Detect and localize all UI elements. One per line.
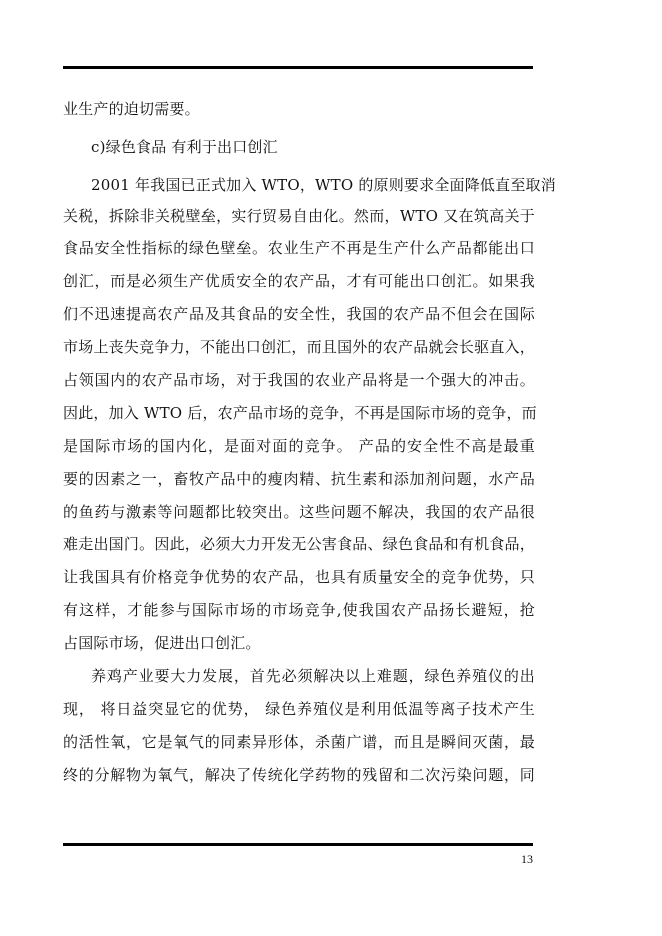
- text-line: 让我国具有价格竞争优势的农产品，也具有质量安全的竞争优势，只: [63, 568, 535, 586]
- text-line: 的鱼药与激素等问题都比较突出。这些问题不解决，我国的农产品很: [63, 503, 535, 521]
- text-line: 市场上丧失竞争力，不能出口创汇，而且国外的农产品就会长驱直入，: [63, 338, 535, 356]
- page-number: 13: [521, 852, 533, 866]
- text-line: 们不迅速提高农产品及其食品的安全性，我国的农产品不但会在国际: [63, 305, 535, 323]
- text-line: 2001 年我国已正式加入 WTO，WTO 的原则要求全面降低直至取消: [91, 176, 556, 194]
- text-line: 有这样，才能参与国际市场的市场竞争,使我国农产品扬长避短，抢: [63, 601, 535, 619]
- text-line: 难走出国门。因此，必须大力开发无公害食品、绿色食品和有机食品，: [63, 535, 535, 553]
- text-line: 食品安全性指标的绿色壁垒。农业生产不再是生产什么产品都能出口: [63, 239, 535, 257]
- header-rule: [63, 66, 533, 69]
- text-line: 现， 将日益突显它的优势， 绿色养殖仪是利用低温等离子技术产生: [63, 700, 535, 718]
- text-line: 终的分解物为氧气，解决了传统化学药物的残留和二次污染问题，同: [63, 766, 535, 784]
- text-line: 占领国内的农产品市场，对于我国的农业产品将是一个强大的冲击。: [63, 371, 535, 389]
- text-line: 要的因素之一，畜牧产品中的瘦肉精、抗生素和添加剂问题，水产品: [63, 470, 535, 488]
- text-line: 因此，加入 WTO 后，农产品市场的竞争，不再是国际市场的竞争，而: [63, 404, 537, 422]
- text-line: 的活性氧，它是氧气的同素异形体，杀菌广谱，而且是瞬间灭菌，最: [63, 733, 535, 751]
- footer-rule: [63, 843, 533, 846]
- text-line: 创汇，而是必须生产优质安全的农产品，才有可能出口创汇。如果我: [63, 272, 535, 290]
- text-line: 养鸡产业要大力发展，首先必须解决以上难题，绿色养殖仪的出: [91, 667, 535, 685]
- text-line: 业生产的迫切需要。: [63, 100, 200, 118]
- text-line: 占国际市场，促进出口创汇。: [63, 634, 261, 652]
- text-line: 是国际市场的国内化，是面对面的竞争。 产品的安全性不高是最重: [63, 437, 535, 455]
- text-line: 关税，拆除非关税壁垒，实行贸易自由化。然而，WTO 又在筑高关于: [63, 207, 535, 225]
- section-heading: c)绿色食品 有利于出口创汇: [91, 138, 278, 156]
